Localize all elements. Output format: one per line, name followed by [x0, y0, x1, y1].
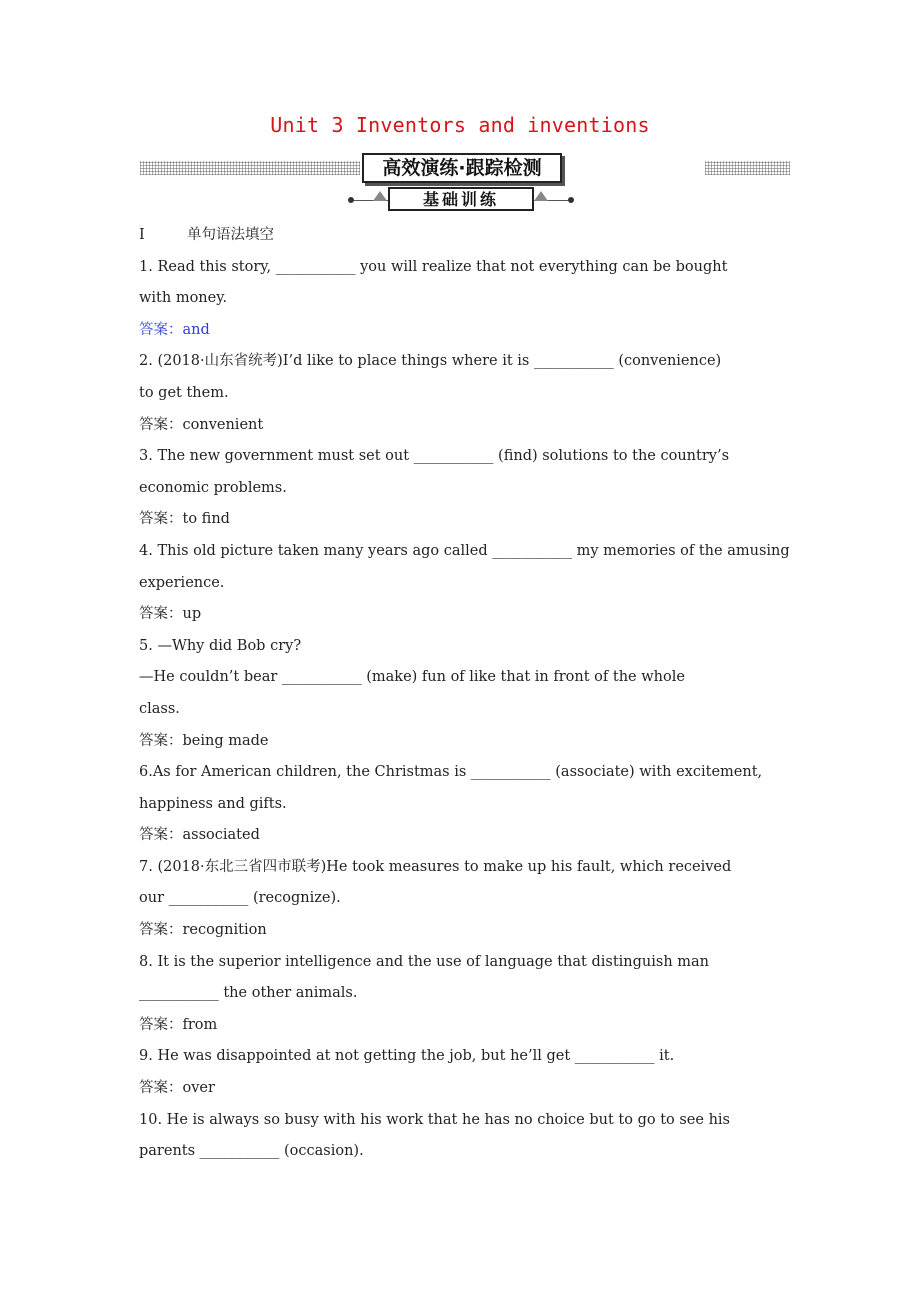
answer-line: 答案：recognition [139, 922, 267, 939]
section-number: Ⅰ [139, 227, 145, 243]
question-line: 8. It is the superior intelligence and the use of language that distinguish man [139, 953, 709, 970]
page-title: Unit 3 Inventors and inventions [270, 113, 650, 137]
question-line: parents ___________ (occasion). [139, 1143, 364, 1160]
answer-line: 答案：to find [139, 511, 230, 528]
question-line: 4. This old picture taken many years ago called ___________ my memories of the amusing [139, 542, 790, 559]
question-line: 2. (2018·山东省统考)I’d like to place things where it is ___________ (convenience) [139, 353, 722, 370]
question-line: class. [139, 700, 180, 717]
question-line: experience. [139, 574, 225, 591]
dotted-decoration-right [705, 161, 790, 175]
exercise-content [139, 220, 839, 1168]
question-line: 7. (2018·东北三省四市联考)He took measures to make up his fault, which received [139, 858, 732, 875]
answer-line: 答案：and [139, 321, 210, 338]
question-line: 1. Read this story, ___________ you will realize that not everything can be bought [139, 258, 728, 275]
section-heading [139, 220, 839, 252]
banner-triangle-right [534, 191, 548, 201]
exercise-lines [139, 252, 839, 1168]
banner-sub-label: 基础训练 [388, 187, 534, 211]
question-line: 3. The new government must set out ___________ (find) solutions to the country’s [139, 448, 730, 465]
question-line: 9. He was disappointed at not getting the job, but he’ll get ___________ it. [139, 1048, 675, 1065]
question-line: economic problems. [139, 479, 287, 496]
answer-line: 答案：from [139, 1016, 218, 1033]
question-line: 6.As for American children, the Christmas is ___________ (associate) with excitement, [139, 764, 763, 781]
question-line: 10. He is always so busy with his work that he has no choice but to go to see his [139, 1111, 730, 1128]
section-title: 单句语法填空 [187, 227, 274, 243]
answer-line: 答案：associated [139, 827, 260, 844]
question-line: —He couldn’t bear ___________ (make) fun of like that in front of the whole [139, 669, 685, 686]
answer-line: 答案：up [139, 606, 202, 623]
banner-triangle-left [373, 191, 387, 201]
question-line: happiness and gifts. [139, 795, 287, 812]
answer-line: 答案：being made [139, 732, 269, 749]
section-banner [0, 153, 920, 215]
dotted-decoration-left [140, 161, 360, 175]
question-line: 5. —Why did Bob cry? [139, 637, 302, 654]
question-line: with money. [139, 290, 228, 307]
question-line: our ___________ (recognize). [139, 890, 341, 907]
answer-line: 答案：over [139, 1080, 215, 1097]
question-line: ___________ the other animals. [139, 985, 358, 1002]
question-line: to get them. [139, 384, 229, 401]
banner-dot-left [348, 197, 354, 203]
banner-main-label: 高效演练·跟踪检测 [362, 153, 562, 183]
banner-dot-right [568, 197, 574, 203]
answer-line: 答案：convenient [139, 416, 264, 433]
